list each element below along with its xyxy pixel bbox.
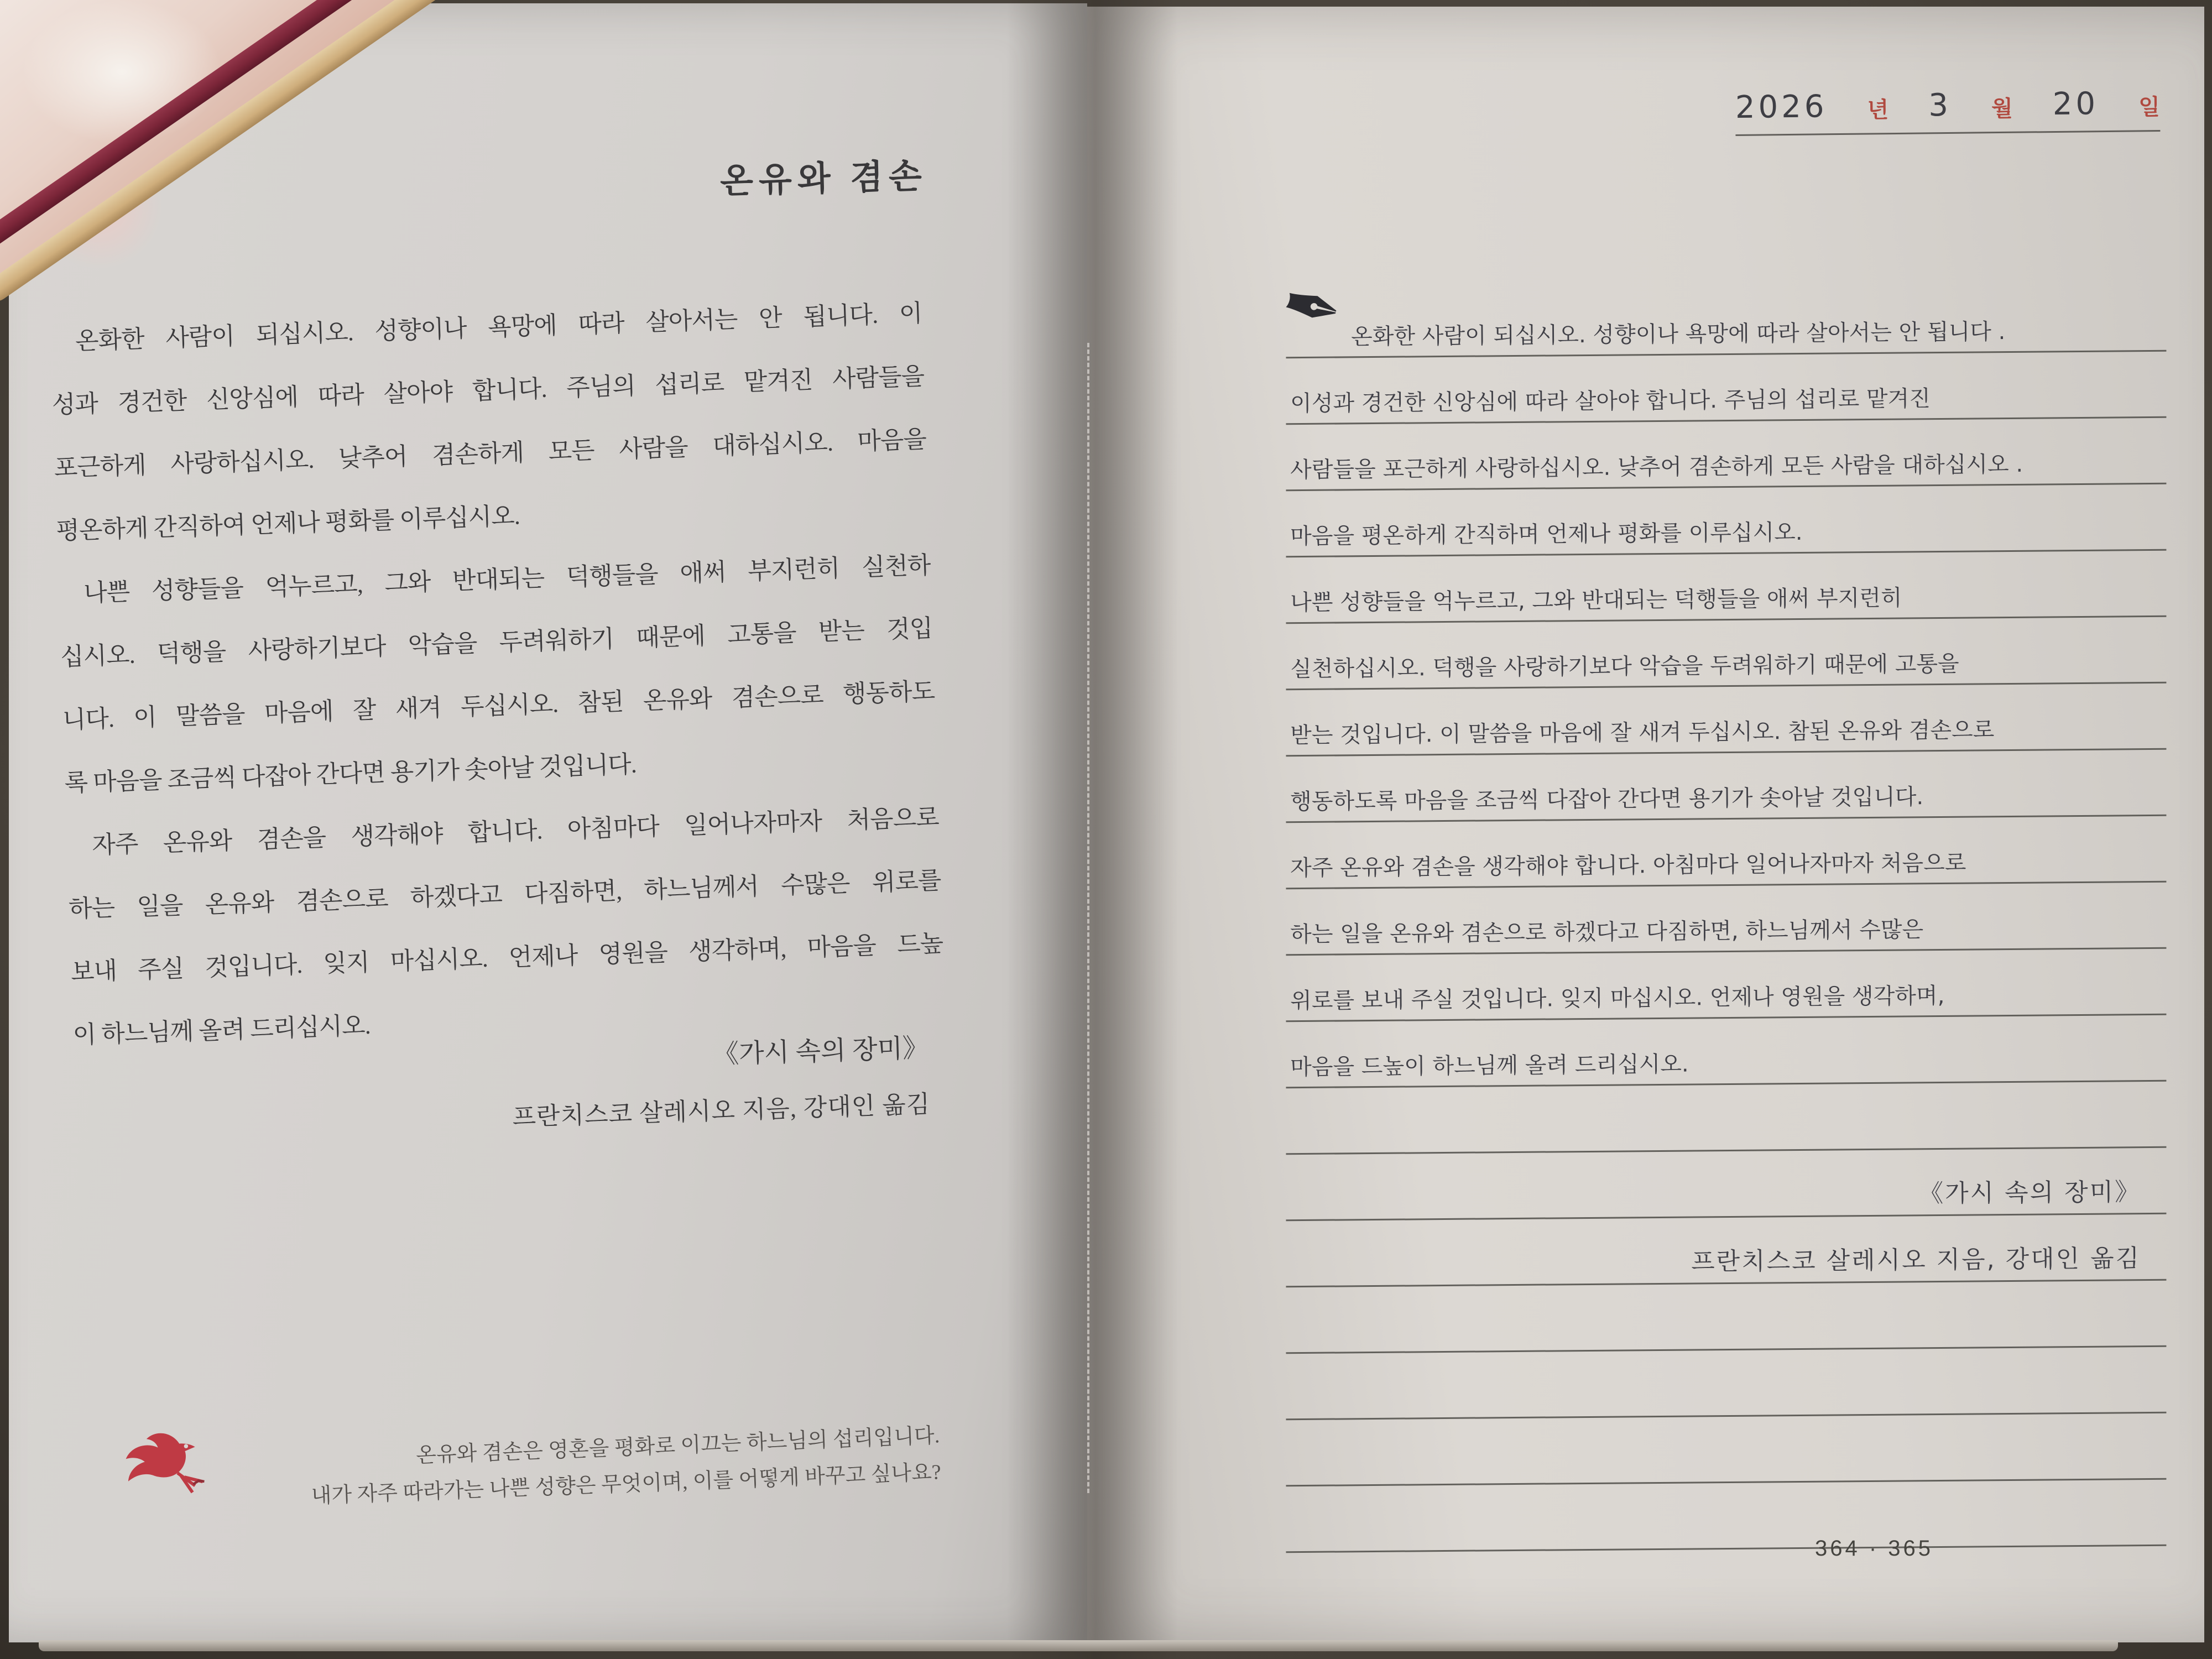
handwriting-area — [1286, 289, 2166, 1550]
handwritten-text: 하는 일을 온유와 겸손으로 하겠다고 다짐하면, 하느님께서 수많은 — [1290, 917, 1924, 948]
printed-line: 온화한 사람이 되십시오. 성향이나 욕망에 따라 살아서는 안 됩니다. 이 — [75, 300, 923, 355]
page-stack-edge — [39, 1640, 2118, 1651]
printed-line: 포근하게 사랑하십시오. 낮추어 겸손하게 모든 사람을 대하십시오. 마음을 — [53, 425, 927, 482]
date-day: 20 — [2052, 86, 2099, 123]
ruled-line — [1286, 750, 2167, 823]
handwritten-text: 받는 것입니다. 이 말씀을 마음에 잘 새겨 두십시오. 참된 온유와 겸손으로 — [1290, 717, 1995, 749]
handwritten-text: 마음을 평온하게 간직하며 언제나 평화를 이루십시오. — [1290, 519, 1803, 550]
ruled-line — [1286, 484, 2167, 557]
date-year-label: 년 — [1867, 97, 1889, 123]
handwritten-text: 나쁜 성향들을 억누르고, 그와 반대되는 덕행들을 애써 부지런히 — [1290, 585, 1902, 616]
printed-line: 나쁜 성향들을 억누르고, 그와 반대되는 덕행들을 애써 부지런히 실천하 — [83, 551, 931, 607]
handwritten-text: 마음을 드높이 하느님께 올려 드리십시오. — [1290, 1051, 1689, 1081]
ruled-line — [1286, 1214, 2167, 1288]
ruled-line — [1286, 352, 2167, 425]
printed-line: 자주 온유와 겸손을 생각해야 합니다. 아침마다 일어나자마자 처음으로 — [91, 804, 940, 859]
ruled-line — [1286, 617, 2167, 690]
prompt-line: 내가 자주 따라가는 나쁜 성향은 무엇이며, 이를 어떻게 바꾸고 싶나요? — [311, 1460, 942, 1508]
printed-body-text — [49, 282, 946, 1067]
printed-line: 록 마음을 조금씩 다잡아 간다면 용기가 솟아날 것입니다. — [64, 750, 637, 797]
handwritten-text: 실천하십시오. 덕행을 사랑하기보다 악습을 두려워하기 때문에 고통을 — [1290, 651, 1959, 682]
ruled-line — [1286, 551, 2167, 624]
date-month: 3 — [1928, 87, 1952, 124]
ruled-line-empty — [1286, 1082, 2167, 1155]
ruled-line-empty — [1286, 1347, 2167, 1421]
ruled-line-empty — [1286, 1413, 2167, 1486]
ruled-line-empty — [1286, 1480, 2167, 1553]
handwritten-text: 온화한 사람이 되십시오. 성향이나 욕망에 따라 살아서는 안 됩니다 . — [1351, 319, 2006, 350]
ruled-line — [1286, 949, 2167, 1022]
handwritten-citation-author: 프란치스코 살레시오 지음, 강대인 옮김 — [1691, 1244, 2141, 1276]
page-numbers: 364 · 365 — [1815, 1536, 1934, 1561]
chapter-title: 온유와 겸손 — [719, 157, 928, 201]
handwritten-text: 이성과 경건한 신앙심에 따라 살아야 합니다. 주님의 섭리로 맡겨진 — [1290, 386, 1931, 417]
left-page — [9, 3, 1087, 1642]
book-gutter-shadow — [1006, 0, 1178, 1659]
citation-author: 프란치스코 살레시오 지음, 강대인 옮김 — [512, 1091, 931, 1131]
ruled-line — [1286, 684, 2167, 757]
printed-line: 하는 일을 온유와 겸손으로 하겠다고 다짐하면, 하느님께서 수많은 위로를 — [68, 867, 942, 923]
ruled-line — [1286, 1015, 2167, 1088]
printed-line: 평온하게 간직하여 언제나 평화를 이루십시오. — [55, 502, 520, 545]
date-year: 2026 — [1735, 88, 1828, 126]
printed-line: 이 하느님께 올려 드리십시오. — [72, 1011, 371, 1049]
prompt-line: 온유와 겸손은 영혼을 평화로 이끄는 하느님의 섭리입니다. — [415, 1424, 940, 1468]
date-month-label: 월 — [1991, 96, 2013, 122]
binding-stitch — [1087, 343, 1089, 1493]
ruled-line — [1286, 816, 2167, 889]
ruled-line-empty — [1286, 1281, 2167, 1354]
handwritten-citation-title: 《가시 속의 장미》 — [1918, 1178, 2141, 1208]
ruled-line — [1286, 883, 2167, 956]
printed-line: 보내 주실 것입니다. 잊지 마십시오. 언제나 영원을 생각하며, 마음을 드높 — [70, 930, 943, 986]
handwritten-text: 사람들을 포근하게 사랑하십시오. 낮추어 겸손하게 모든 사람을 대하십시오 . — [1290, 451, 2023, 483]
handwritten-text: 행동하도록 마음을 조금씩 다잡아 간다면 용기가 솟아날 것입니다. — [1290, 784, 1924, 815]
printed-line: 성과 경건한 신앙심에 따라 살아야 합니다. 주님의 섭리로 맡겨진 사람들을 — [51, 362, 925, 419]
citation-title: 《가시 속의 장미》 — [712, 1034, 929, 1070]
ruled-line — [1286, 418, 2167, 491]
date-day-label: 일 — [2138, 94, 2161, 121]
handwritten-text: 위로를 보내 주실 것입니다. 잊지 마십시오. 언제나 영원을 생각하며, — [1290, 983, 1945, 1014]
handwritten-text: 자주 온유와 겸손을 생각해야 합니다. 아침마다 일어나자마자 처음으로 — [1290, 850, 1966, 881]
printed-line: 십시오. 덕행을 사랑하기보다 악습을 두려워하기 때문에 고통을 받는 것입 — [60, 614, 933, 671]
date-header — [1735, 85, 2161, 136]
ruled-line — [1286, 1148, 2167, 1222]
ruled-line — [1286, 285, 2167, 358]
printed-line: 니다. 이 말씀을 마음에 잘 새겨 두십시오. 참된 온유와 겸손으로 행동하도 — [62, 677, 935, 734]
pen-nib-icon: ✒ — [1272, 259, 1352, 356]
